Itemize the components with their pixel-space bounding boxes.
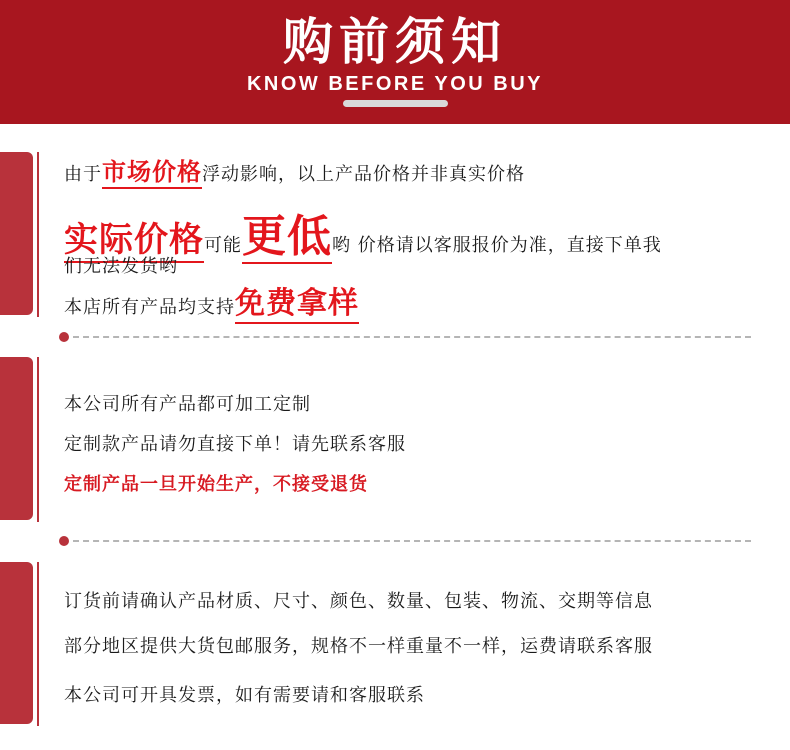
section1-line4	[64, 278, 359, 322]
lower-highlight: 更低	[242, 211, 332, 262]
section3-side-tab	[0, 562, 33, 724]
free-sample-highlight: 免费拿样	[235, 286, 359, 324]
section2-side-tab	[0, 357, 33, 520]
section1-side-tab	[0, 152, 33, 315]
text: 哟 价格请以客服报价为准，直接下单我	[332, 235, 662, 256]
market-price-highlight: 市场价格	[102, 158, 202, 189]
divider-dash	[73, 540, 751, 542]
section1-line3: 们无法发货哟	[64, 256, 178, 277]
section2-line2: 定制款产品请勿直接下单！请先联系客服	[64, 434, 406, 455]
page-subtitle: KNOW BEFORE YOU BUY	[246, 73, 544, 95]
text: 浮动影响，以上产品价格并非真实价格	[202, 164, 525, 185]
divider-dot	[59, 332, 69, 342]
actual-price-highlight: 实际价格	[64, 220, 204, 263]
page-title: 购前须知	[283, 13, 507, 71]
text: 由于	[64, 164, 102, 185]
text: 本店所有产品均支持	[64, 297, 235, 318]
text: 可能	[204, 235, 242, 256]
section2-line1: 本公司所有产品都可加工定制	[64, 394, 311, 415]
section1-side-line	[37, 152, 39, 317]
section2-line3: 定制产品一旦开始生产，不接受退货	[64, 474, 368, 495]
section3-line2: 部分地区提供大货包邮服务，规格不一样重量不一样，运费请联系客服	[64, 636, 653, 657]
section3-line1: 订货前请确认产品材质、尺寸、颜色、数量、包装、物流、交期等信息	[64, 591, 653, 612]
section3-side-line	[37, 562, 39, 726]
section-divider	[59, 536, 751, 546]
header-decor-bar	[343, 100, 448, 107]
section2-side-line	[37, 357, 39, 522]
section1-line1	[64, 152, 525, 187]
divider-dot	[59, 536, 69, 546]
header-banner	[0, 0, 790, 124]
divider-dash	[73, 336, 751, 338]
section3-line3: 本公司可开具发票，如有需要请和客服联系	[64, 685, 425, 706]
section-divider	[59, 332, 751, 342]
